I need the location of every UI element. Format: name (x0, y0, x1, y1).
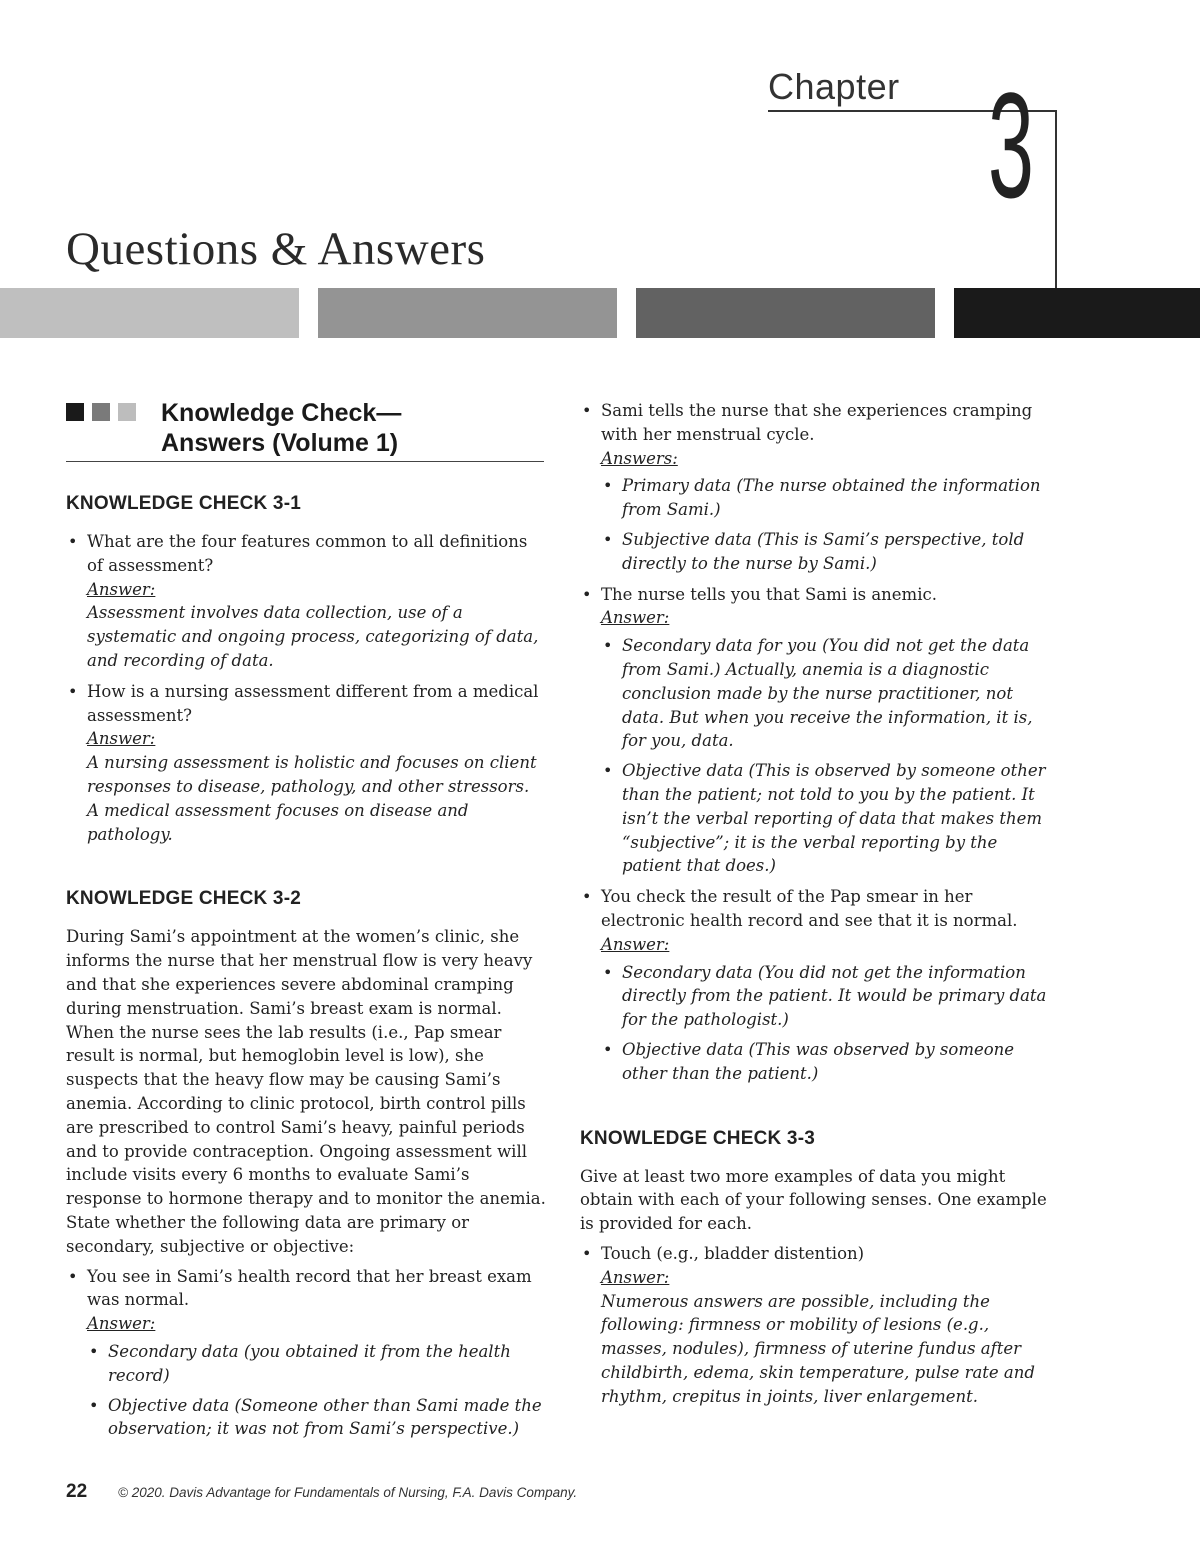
answer-text: Numerous answers are possible, including the following: firmness or mobility of lesions (e.g., masses, nodules), firmness of uterine fundus after childbirth, edema, skin temperature, pulse rate and rhythm, crepitus in joints, liver enlargement. (601, 1291, 1035, 1406)
kc2-list-right (580, 399, 1060, 1086)
list-item (580, 583, 1060, 879)
kc1-heading: KNOWLEDGE CHECK 3-1 (66, 493, 301, 514)
section-title-line2: Answers (Volume 1) (161, 429, 399, 457)
chapter-label: Chapter (768, 66, 900, 107)
square-mid-icon (92, 403, 110, 421)
answer-item: • Objective data (This was observed by someone other than the patient.) (601, 1038, 1060, 1086)
answer-label: Answer: (87, 579, 156, 599)
question-text: How is a nursing assessment different from a medical assessment? (87, 681, 539, 725)
answer-label: Answer: (601, 1267, 670, 1287)
question-text: You see in Sami’s health record that her breast exam was normal. (87, 1266, 532, 1310)
footer-copyright: © 2020. Davis Advantage for Fundamentals of Nursing, F.A. Davis Company. (118, 1485, 578, 1500)
answer-label: Answers: (601, 448, 678, 468)
question-text: Touch (e.g., bladder distention) (601, 1243, 865, 1263)
answer-item: • Secondary data for you (You did not get the data from Sami.) Actually, anemia is a diagnostic conclusion made by the nurse practitioner, not data. But when you receive the information, it is, for you, data. (601, 634, 1060, 753)
section-title-line1: Knowledge Check— (161, 399, 402, 427)
kc2-list-left (66, 1265, 546, 1442)
list-item (580, 399, 1060, 576)
answer-text: A nursing assessment is holistic and focuses on client responses to disease, pathology, and other stressors. A medical assessment focuses on disease and pathology. (87, 753, 537, 844)
header-band-2 (318, 288, 617, 338)
list-item (66, 530, 546, 673)
square-light-icon (118, 403, 136, 421)
answer-label: Answer: (601, 934, 670, 954)
kc2-intro: During Sami’s appointment at the women’s clinic, she informs the nurse that her menstrual flow is very heavy and that she experiences severe abdominal cramping during menstruation. Sami’s breast exam is normal. When the nurse sees the lab results (i.e., Pap smear result is normal, but hemoglobin level is low), she suspects that the heavy flow may be causing Sami’s anemia. According to clinic protocol, birth control pills are prescribed to control Sami’s heavy, painful periods and to provide contraception. Ongoing assessment will include visits every 6 months to evaluate Sami’s response to hormone therapy and to monitor the anemia. State whether the following data are primary or secondary, subjective or objective: (66, 927, 546, 1256)
answer-text: Assessment involves data collection, use of a systematic and ongoing process, categorizing of data, and recording of data. (87, 603, 539, 670)
answer-list (601, 634, 1060, 878)
list-item (66, 680, 546, 847)
answer-label: Answer: (601, 608, 670, 628)
answer-list (87, 1340, 546, 1441)
header-band-1 (0, 288, 299, 338)
kc1-list (66, 530, 546, 846)
list-item (580, 1242, 1060, 1409)
right-column (580, 399, 1060, 1415)
section-divider (66, 461, 544, 462)
list-item (66, 1265, 546, 1442)
kc3-list (580, 1242, 1060, 1409)
chapter-number: 3 (988, 61, 1034, 229)
list-item (580, 885, 1060, 1085)
left-column (66, 492, 546, 1448)
kc2-heading: KNOWLEDGE CHECK 3-2 (66, 888, 301, 910)
section-squares-icon (66, 403, 136, 421)
answer-item: • Objective data (Someone other than Sami made the observation; it was not from Sami’s perspective.) (87, 1394, 546, 1442)
header-band-4 (954, 288, 1200, 338)
page-number: 22 (66, 1481, 88, 1502)
square-dark-icon (66, 403, 84, 421)
answer-label: Answer: (87, 729, 156, 749)
answer-item: • Secondary data (you obtained it from the health record) (87, 1340, 546, 1388)
answer-list (601, 961, 1060, 1086)
answer-item: • Secondary data (You did not get the information directly from the patient. It would be primary data for the pathologist.) (601, 961, 1060, 1032)
chapter-rule-vertical (1055, 110, 1057, 288)
answer-item: • Objective data (This is observed by someone other than the patient; not told to you by the patient. It isn’t the verbal reporting of data that makes them “subjective”; it is the verbal reporting by the patient that does.) (601, 759, 1060, 878)
answer-item: • Subjective data (This is Sami’s perspective, told directly to the nurse by Sami.) (601, 528, 1060, 576)
question-text: Sami tells the nurse that she experiences cramping with her menstrual cycle. (601, 401, 1033, 444)
answer-label: Answer: (87, 1314, 156, 1334)
answer-item: • Primary data (The nurse obtained the information from Sami.) (601, 474, 1060, 522)
page-title: Questions & Answers (66, 223, 486, 275)
section-title (161, 398, 401, 458)
question-text: The nurse tells you that Sami is anemic. (601, 584, 937, 604)
kc3-heading: KNOWLEDGE CHECK 3-3 (580, 1127, 815, 1149)
question-text: You check the result of the Pap smear in her electronic health record and see that it is normal. (601, 887, 1018, 930)
header-band-3 (636, 288, 935, 338)
answer-list (601, 474, 1060, 575)
kc3-intro: Give at least two more examples of data you might obtain with each of your following senses. One example is provided for each. (580, 1166, 1047, 1234)
question-text: What are the four features common to all definitions of assessment? (87, 532, 528, 575)
